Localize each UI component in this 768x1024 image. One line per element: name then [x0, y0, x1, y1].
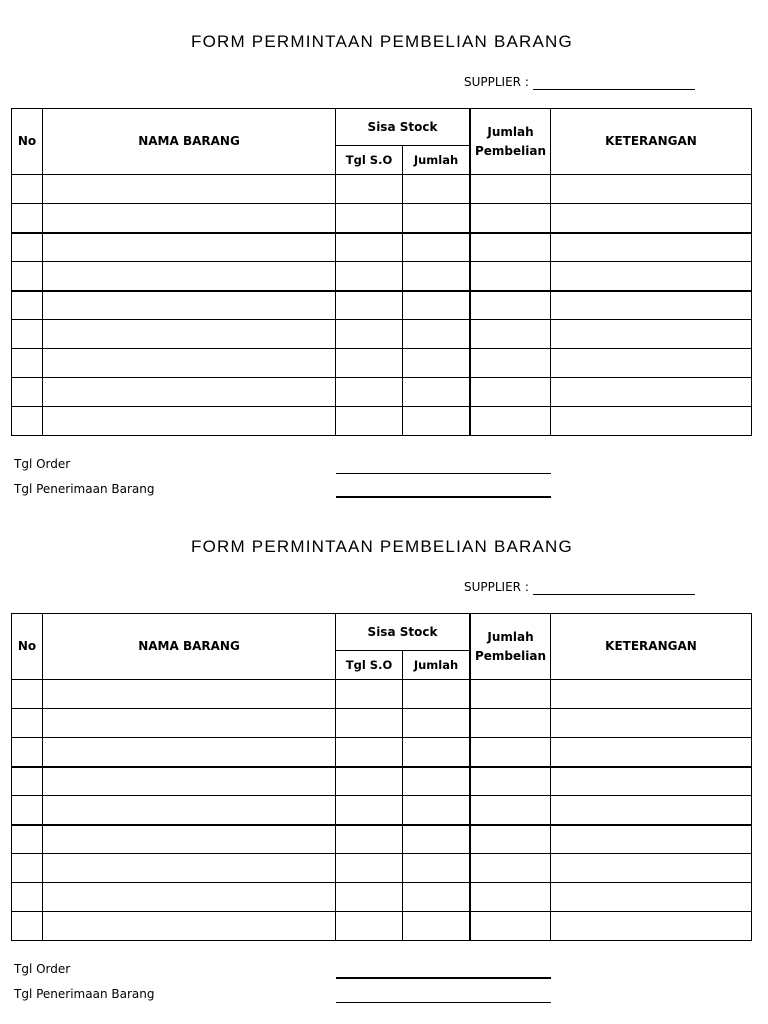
row-divider: [12, 348, 751, 349]
header-no: No: [17, 639, 37, 653]
header-jumlah: Jumlah: [413, 152, 459, 167]
supplier-input-line[interactable]: [533, 584, 695, 595]
header-jumlah: Jumlah: [413, 657, 459, 672]
tgl-penerimaan-line[interactable]: [336, 1002, 551, 1003]
supplier-label: SUPPLIER :: [464, 580, 529, 594]
header-tgl-so: Tgl S.O: [345, 152, 393, 167]
row-divider: [12, 174, 751, 175]
header-no: No: [17, 134, 37, 148]
items-table: [11, 613, 752, 941]
header-sisa-stock: Sisa Stock: [367, 119, 438, 134]
header-jumlah-pembelian-line2: Pembelian: [474, 648, 547, 663]
header-sisa-stock: Sisa Stock: [367, 624, 438, 639]
tgl-penerimaan-line[interactable]: [336, 496, 551, 498]
form-title: FORM PERMINTAAN PEMBELIAN BARANG: [191, 537, 573, 556]
row-divider: [12, 708, 751, 709]
row-divider: [12, 737, 751, 738]
supplier-label: SUPPLIER :: [464, 75, 529, 89]
row-divider: [12, 232, 751, 234]
row-divider: [12, 882, 751, 883]
tgl-order-line[interactable]: [336, 977, 551, 979]
row-divider: [12, 853, 751, 854]
row-divider: [12, 377, 751, 378]
purchase-request-form-1: [0, 0, 768, 505]
tgl-order-line[interactable]: [336, 473, 551, 474]
tgl-order-label: Tgl Order: [14, 962, 71, 976]
row-divider: [12, 766, 751, 768]
tgl-penerimaan-label: Tgl Penerimaan Barang: [14, 482, 155, 496]
header-jumlah-pembelian-line2: Pembelian: [474, 143, 547, 158]
supplier-field: [464, 74, 695, 90]
tgl-order-label: Tgl Order: [14, 457, 71, 471]
header-keterangan: KETERANGAN: [605, 134, 697, 148]
row-divider: [12, 203, 751, 204]
header-jumlah-pembelian-line1: Jumlah: [487, 629, 534, 644]
row-divider: [12, 261, 751, 262]
header-nama-barang: NAMA BARANG: [138, 134, 240, 148]
header-nama-barang: NAMA BARANG: [138, 639, 240, 653]
header-jumlah-pembelian: [471, 109, 550, 174]
row-divider: [12, 290, 751, 292]
form-title: FORM PERMINTAAN PEMBELIAN BARANG: [191, 32, 573, 51]
header-jumlah-pembelian-line1: Jumlah: [487, 124, 534, 139]
row-divider: [12, 795, 751, 796]
row-divider: [12, 824, 751, 826]
items-table: [11, 108, 752, 436]
row-divider: [12, 679, 751, 680]
purchase-request-form-2: [0, 505, 768, 1010]
header-tgl-so: Tgl S.O: [345, 657, 393, 672]
header-keterangan: KETERANGAN: [605, 639, 697, 653]
row-divider: [12, 911, 751, 912]
tgl-penerimaan-label: Tgl Penerimaan Barang: [14, 987, 155, 1001]
supplier-input-line[interactable]: [533, 79, 695, 90]
row-divider: [12, 319, 751, 320]
header-jumlah-pembelian: [471, 614, 550, 679]
supplier-field: [464, 579, 695, 595]
row-divider: [12, 406, 751, 407]
